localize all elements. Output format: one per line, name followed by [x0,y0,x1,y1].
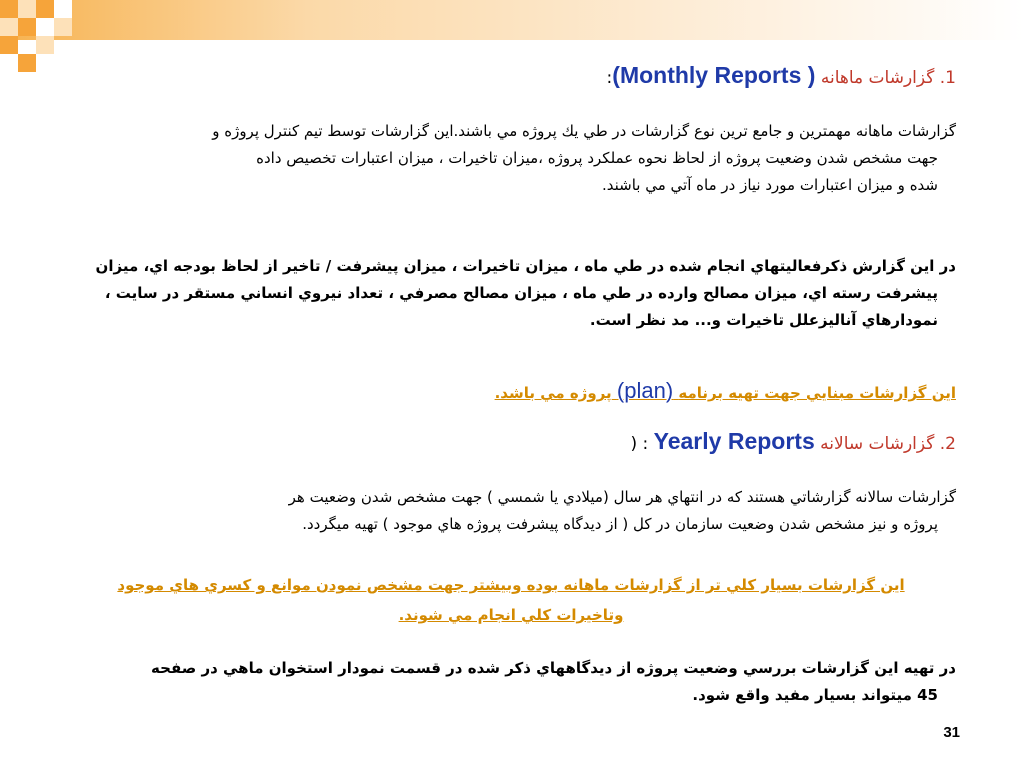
section1-title-en: (Monthly Reports ) [612,62,816,88]
text-line: جهت مشخص شدن وضعيت پروژه از لحاظ نحوه عملكرد پروژه ،ميزان تاخيرات ، ميزان اعتبارات تخصيص داده [256,149,938,167]
section2-paragraph2 [66,655,956,709]
page-number: 31 [943,724,960,741]
section1-number: 1. [939,68,956,88]
decor-square [0,0,18,18]
decor-square [54,18,72,36]
note-text: اين گزارشات مبنايي جهت تهيه برنامه [678,384,956,402]
decor-square [36,18,54,36]
section1-colon: : [606,68,613,88]
text-line: گزارشات ماهانه مهمترين و جامع ترين نوع گزارشات در طي يك پروژه مي باشند.اين گزارشات توسط تيم كنترل پروژه و [212,122,956,140]
section1-paragraph1 [66,118,956,199]
decor-square [0,18,18,36]
section1-heading [607,62,956,89]
text-line: نمودارهاي آناليزعلل تاخيرات و... مد نظر است. [589,311,938,329]
section2-heading [630,428,956,455]
decor-square [0,36,18,54]
note-text: وتاخيرات كلي انجام مي شوند. [398,606,624,624]
section2-note [66,570,956,630]
text-line: شده و ميزان اعتبارات مورد نياز در ماه آتي مي باشند. [602,176,938,194]
section1-paragraph2 [66,253,956,334]
decor-square [18,54,36,72]
note-text: اين گزارشات بسيار كلي تر از گزارشات ماهانه بوده وبيشتر جهت مشخص نمودن موانع و كسري هاي موجود [117,576,905,594]
section2-number: 2. [939,434,956,454]
section2-colon: : ( [630,434,649,454]
text-line: پروژه و نيز مشخص شدن وضعيت سازمان در كل ( از ديدگاه پيشرفت پروژه هاي موجود ) تهيه ميگردد. [302,515,938,533]
text-line: گزارشات سالانه گزارشاتي هستند كه در انتهاي هر سال (ميلادي يا شمسي ) جهت مشخص شدن وضعيت هر [288,488,956,506]
text-line: در تهيه اين گزارشات بررسي وضعيت پروژه از ديدگاههاي ذكر شده در قسمت نمودار استخوان ماهي در صفحه [151,659,956,677]
text-line: در اين گزارش ذكرفعاليتهاي انجام شده در طي ماه ، ميزان تاخيرات ، ميزان پيشرفت / تاخير از لحاظ بودجه اي، ميزان [95,257,956,275]
section2-paragraph1 [66,484,956,538]
section1-note [495,376,956,408]
decor-square [18,18,36,36]
text-line: 45 ميتواند بسيار مفيد واقع شود. [692,686,938,704]
header-decoration-bar [0,0,1024,40]
section1-title-fa: گزارشات ماهانه [820,68,935,88]
section2-title-en: Yearly Reports [653,428,815,454]
decor-square [36,36,54,54]
section2-title-fa: گزارشات سالانه [820,434,935,454]
note-plan: (plan) [616,378,674,403]
decor-square [18,0,36,18]
note-text: پروژه مي باشد. [494,384,612,402]
decor-square [36,0,54,18]
text-line: پيشرفت رسته اي، ميزان مصالح وارده در طي ماه ، ميزان مصالح مصرفي ، تعداد نيروي انساني مستقر در سايت ، [104,284,938,302]
decor-square [54,0,72,18]
